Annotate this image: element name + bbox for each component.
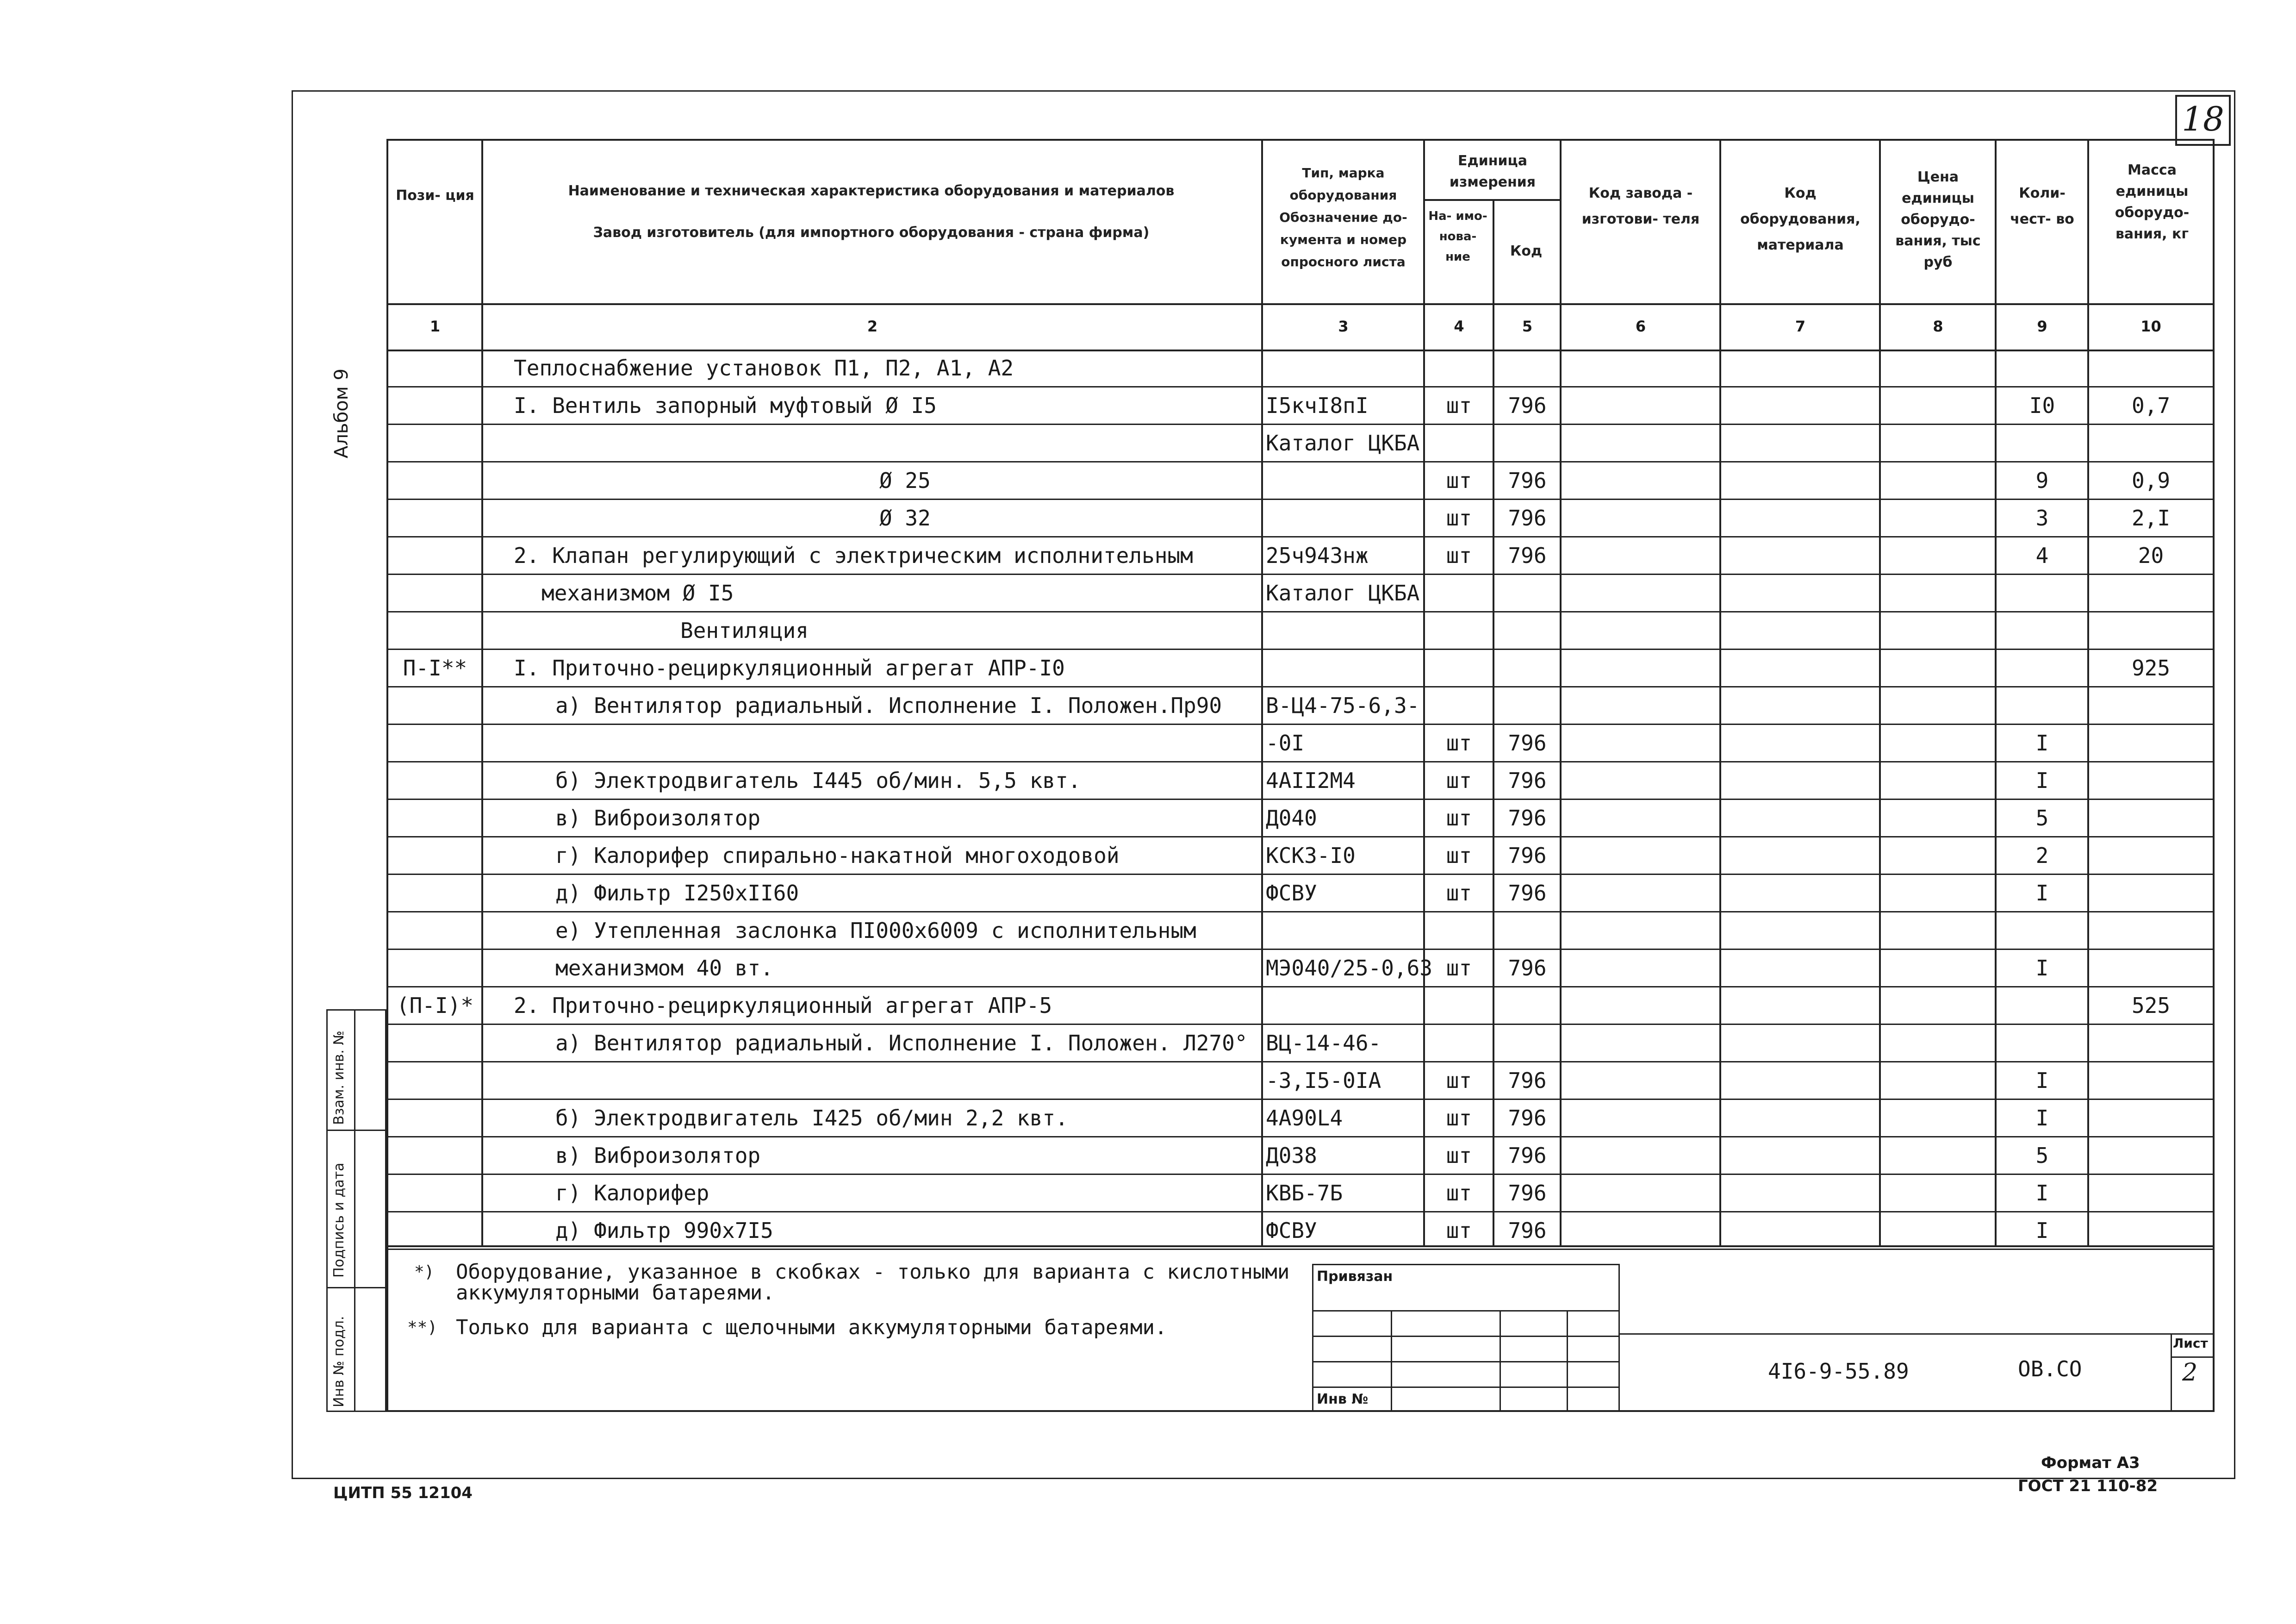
cell-type: 4АII2М4 [1266,768,1356,793]
sheet-number: 2 [2182,1359,2198,1387]
cell-unit: шт [1446,1181,1472,1206]
cell-mass [2090,1062,2212,1099]
cell-code [1495,612,1560,649]
cell-type: КСКЗ-I0 [1266,843,1356,868]
header-unit-name: На- имо- нова- ние [1428,209,1487,264]
cell-unit [1425,687,1493,724]
col-number: 5 [1522,318,1533,335]
cell-code: 796 [1508,543,1547,568]
cell-pos [391,1212,479,1249]
cell-mass [2090,1174,2212,1212]
cell-mass [2090,949,2212,987]
cell-name: 2. Клапан регулирующий с электрическим исполнительным [514,543,1193,568]
cell-mass [2090,687,2212,724]
header-mfr-code: Код завода - изготови- теля [1581,185,1700,227]
cell-code: 796 [1508,768,1547,793]
cell-unit: шт [1446,731,1472,756]
cell-code: 796 [1508,1218,1547,1243]
cell-code [1495,575,1560,612]
cell-pos [391,612,479,649]
cell-type [1266,650,1423,687]
note1-line1: Оборудование, указанное в скобках - только для варианта с кислотными [456,1260,1290,1284]
cell-pos [391,837,479,874]
header-unit-group: Единица измерения [1449,153,1536,190]
cell-pos [391,387,479,424]
stamp-linked-box [1312,1264,1620,1412]
cell-mass [2090,912,2212,949]
cell-unit [1425,425,1493,462]
cell-pos [391,462,479,499]
header-equip-code: Код оборудования, материала [1740,185,1860,253]
cell-pos [391,425,479,462]
cell-qty [1997,350,2087,387]
cell-unit: шт [1446,1143,1472,1168]
cell-mass [2090,762,2212,799]
titleblock-line [1620,1333,2215,1335]
cell-unit: шт [1446,1068,1472,1093]
album-label: Альбом 9 [331,369,352,458]
cell-name: в) Виброизолятор [555,1143,761,1168]
cell-qty [1997,650,2087,687]
cell-qty: 4 [2035,543,2049,568]
header-unit-code: Код [1510,243,1543,259]
cell-pos [391,500,479,537]
cell-mass [2090,425,2212,462]
stamp-vline [1500,1310,1501,1412]
stamp-line [1312,1361,1620,1362]
cell-unit [1425,912,1493,949]
cell-mass [2090,1024,2212,1062]
body-bottom-line [386,1245,2215,1247]
cell-unit: шт [1446,1218,1472,1243]
cell-code: 796 [1508,806,1547,831]
cell-code [1495,687,1560,724]
cell-mass [2090,837,2212,874]
cell-type: -0I [1266,731,1305,756]
header-subline [1423,199,1560,201]
note1-line2: аккумуляторными батареями. [456,1281,775,1305]
cell-name: Вентиляция [680,618,809,643]
cell-pos [391,1137,479,1174]
cell-name: б) Электродвигатель I445 об/мин. 5,5 квт. [555,768,1081,793]
cell-name: I. Приточно-рециркуляционный агрегат АПР-I0 [514,656,1065,681]
header-mass: Масса единицы оборудо- вания, кг [2115,162,2190,242]
cell-qty: 5 [2035,806,2049,831]
cell-type: I5кчI8пI [1266,393,1369,418]
cell-code: 796 [1508,506,1547,531]
cell-unit [1425,612,1493,649]
cell-code: 796 [1508,1181,1547,1206]
cell-pos: П-I** [403,656,467,681]
cell-qty [1997,987,2087,1024]
cell-code: 796 [1508,393,1547,418]
cell-name: механизмом 40 вт. [555,956,773,981]
footer-gost: ГОСТ 21 110-82 [2018,1477,2158,1495]
cell-qty: I0 [2029,393,2055,418]
header-pos: Пози- ция [396,187,474,204]
cell-name: д) Фильтр I250хII60 [555,881,799,906]
cell-pos [391,949,479,987]
cell-qty [1997,425,2087,462]
stamp-line [1312,1387,1620,1388]
cell-mass [2090,1099,2212,1137]
cell-type: -3,I5-0IА [1266,1068,1381,1093]
side-label-vzam: Взам. инв. № [331,1031,347,1125]
cell-name [555,1062,1259,1099]
cell-pos [391,1062,479,1099]
cell-unit: шт [1446,468,1472,493]
col-number: 4 [1454,318,1464,335]
cell-type: 4А90L4 [1266,1106,1343,1131]
cell-pos [391,874,479,912]
cell-unit: шт [1446,956,1472,981]
header-price: Цена единицы оборудо- вания, тыс руб [1895,169,1981,270]
cell-unit [1425,575,1493,612]
stamp-line [1312,1336,1620,1337]
col-number: 10 [2140,318,2161,335]
cell-type [1266,500,1423,537]
cell-qty: I [2035,1068,2049,1093]
cell-pos [391,537,479,574]
cell-mass: 20 [2138,543,2164,568]
cell-name: Ø 32 [879,506,931,531]
header-type: Тип, марка оборудования Обозначение до- кумента и номер опросного листа [1279,165,1407,269]
cell-mass [2090,1212,2212,1249]
header-name-line1: Наименование и техническая характеристика оборудования и материалов [568,183,1175,199]
cell-code [1495,425,1560,462]
note2-mark: **) [407,1318,438,1337]
cell-code [1495,650,1560,687]
cell-unit: шт [1446,768,1472,793]
cell-qty: I [2035,731,2049,756]
cell-mass [2090,725,2212,762]
col-number: 3 [1338,318,1349,335]
cell-qty: 3 [2035,506,2049,531]
cell-type: ВЦ-14-46- [1266,1031,1381,1056]
cell-code [1495,987,1560,1024]
cell-type: Д040 [1266,806,1317,831]
cell-code: 796 [1508,1106,1547,1131]
cell-mass [2090,1137,2212,1174]
cell-pos [391,725,479,762]
cell-name: б) Электродвигатель I425 об/мин 2,2 квт. [555,1106,1068,1131]
cell-name: а) Вентилятор радиальный. Исполнение I. Положен. Л270° [555,1031,1248,1056]
cell-code [1495,350,1560,387]
footer-format: Формат А3 [2041,1454,2140,1472]
cell-pos [391,800,479,837]
cell-type [1266,462,1423,499]
cell-name: д) Фильтр 990х7I5 [555,1218,773,1243]
note1-mark: *) [414,1262,435,1281]
cell-name: I. Вентиль запорный муфтовый Ø I5 [514,393,937,418]
cell-type [1266,912,1423,949]
cell-pos [391,350,479,387]
cell-unit: шт [1446,881,1472,906]
cell-mass: 925 [2131,656,2171,681]
cell-pos [391,1099,479,1137]
cell-mass: 0,9 [2131,468,2171,493]
cell-name: а) Вентилятор радиальный. Исполнение I. Положен.Пр90 [555,693,1222,718]
cell-unit: шт [1446,843,1472,868]
cell-qty [1997,912,2087,949]
cell-qty [1997,612,2087,649]
cell-qty: 5 [2035,1143,2049,1168]
header-bottom-line [386,303,2215,305]
cell-qty: I [2035,1181,2049,1206]
cell-mass [2090,575,2212,612]
page-number: 18 [2182,100,2224,138]
side-label-inv: Инв № подл. [331,1316,347,1407]
cell-code: 796 [1508,843,1547,868]
header-qty: Коли- чест- во [2010,185,2074,227]
cell-unit: шт [1446,1106,1472,1131]
cell-qty [1997,687,2087,724]
cell-name: Ø 25 [879,468,931,493]
cell-type [1266,612,1423,649]
cell-mass [2090,612,2212,649]
cell-name: е) Утепленная заслонка ПI000х6009 с исполнительным [555,918,1196,943]
cell-qty: I [2035,1218,2049,1243]
cell-unit [1425,987,1493,1024]
cell-mass [2090,350,2212,387]
col-number: 7 [1795,318,1806,335]
col-number: 9 [2037,318,2047,335]
col-divider [1493,199,1494,1245]
cell-unit [1425,1024,1493,1062]
cell-unit [1425,350,1493,387]
cell-qty: 9 [2035,468,2049,493]
sheet-line [2171,1356,2215,1358]
cell-code: 796 [1508,1068,1547,1093]
cell-name: механизмом Ø I5 [541,581,734,606]
cell-type: 25ч943нж [1266,543,1369,568]
cell-pos: (П-I)* [396,993,474,1018]
cell-code [1495,912,1560,949]
side-stamp-hline [326,1287,386,1288]
cell-unit [1425,650,1493,687]
cell-type: Каталог ЦКБА [1266,581,1420,606]
cell-code: 796 [1508,1143,1547,1168]
cell-qty: 2 [2035,843,2049,868]
cell-qty: I [2035,768,2049,793]
cell-qty: I [2035,1106,2049,1131]
stamp-vline [1391,1310,1392,1412]
col-number: 2 [867,318,878,335]
cell-type: Каталог ЦКБА [1266,431,1420,456]
note2-text: Только для варианта с щелочными аккумуляторными батареями. [456,1316,1167,1339]
cell-pos [391,1174,479,1212]
cell-type: КВБ-7Б [1266,1181,1343,1206]
side-stamp-hline [326,1130,386,1131]
cell-mass [2090,800,2212,837]
cell-unit: шт [1446,393,1472,418]
doc-code: 4I6-9-55.89 [1768,1359,1909,1384]
cell-name: в) Виброизолятор [555,806,761,831]
cell-qty [1997,1024,2087,1062]
doc-section: ОВ.СО [2018,1356,2082,1381]
stamp-linked-label: Привязан [1317,1268,1393,1285]
cell-name [555,725,1259,762]
cell-type: ФСВУ [1266,1218,1317,1243]
stamp-inv-label: Инв № [1317,1391,1369,1407]
cell-pos [391,912,479,949]
cell-code: 796 [1508,731,1547,756]
side-label-sign: Подпись и дата [331,1162,347,1278]
stamp-line [1312,1310,1620,1312]
sheet-vline [2171,1333,2172,1412]
side-stamp-vline [354,1009,355,1412]
cell-name [555,425,1259,462]
cell-type: Д038 [1266,1143,1317,1168]
cell-name: Теплоснабжение установок П1, П2, А1, А2 [514,356,1014,381]
cell-type [1266,987,1423,1024]
cell-code: 796 [1508,881,1547,906]
cell-code [1495,1024,1560,1062]
cell-unit: шт [1446,506,1472,531]
cell-type: В-Ц4-75-6,3- [1266,693,1420,718]
cell-pos [391,762,479,799]
cell-unit: шт [1446,543,1472,568]
cell-qty: I [2035,956,2049,981]
cell-type: МЭ040/25-0,63 [1266,956,1433,981]
cell-mass: 2,I [2131,506,2171,531]
cell-qty: I [2035,881,2049,906]
header-name-line2: Завод изготовитель (для импортного оборудования - страна фирма) [593,225,1150,241]
cell-code: 796 [1508,468,1547,493]
cell-mass [2090,874,2212,912]
cell-name: 2. Приточно-рециркуляционный агрегат АПР-5 [514,993,1052,1018]
footer-left: ЦИТП 55 12104 [333,1484,473,1502]
cell-type [1266,350,1423,387]
sheet-label: Лист [2173,1336,2208,1351]
stamp-vline [1567,1310,1568,1412]
cell-name: г) Калорифер [555,1181,709,1206]
cell-type: ФСВУ [1266,881,1317,906]
cell-pos [391,1024,479,1062]
cell-mass: 525 [2131,993,2171,1018]
cell-pos [391,687,479,724]
col-number: 1 [429,318,441,335]
cell-code: 796 [1508,956,1547,981]
col-number: 6 [1635,318,1646,335]
col-number: 8 [1933,318,1943,335]
cell-unit: шт [1446,806,1472,831]
cell-name: г) Калорифер спирально-накатной многоходовой [555,843,1120,868]
cell-pos [391,575,479,612]
cell-qty [1997,575,2087,612]
cell-mass: 0,7 [2131,393,2171,418]
